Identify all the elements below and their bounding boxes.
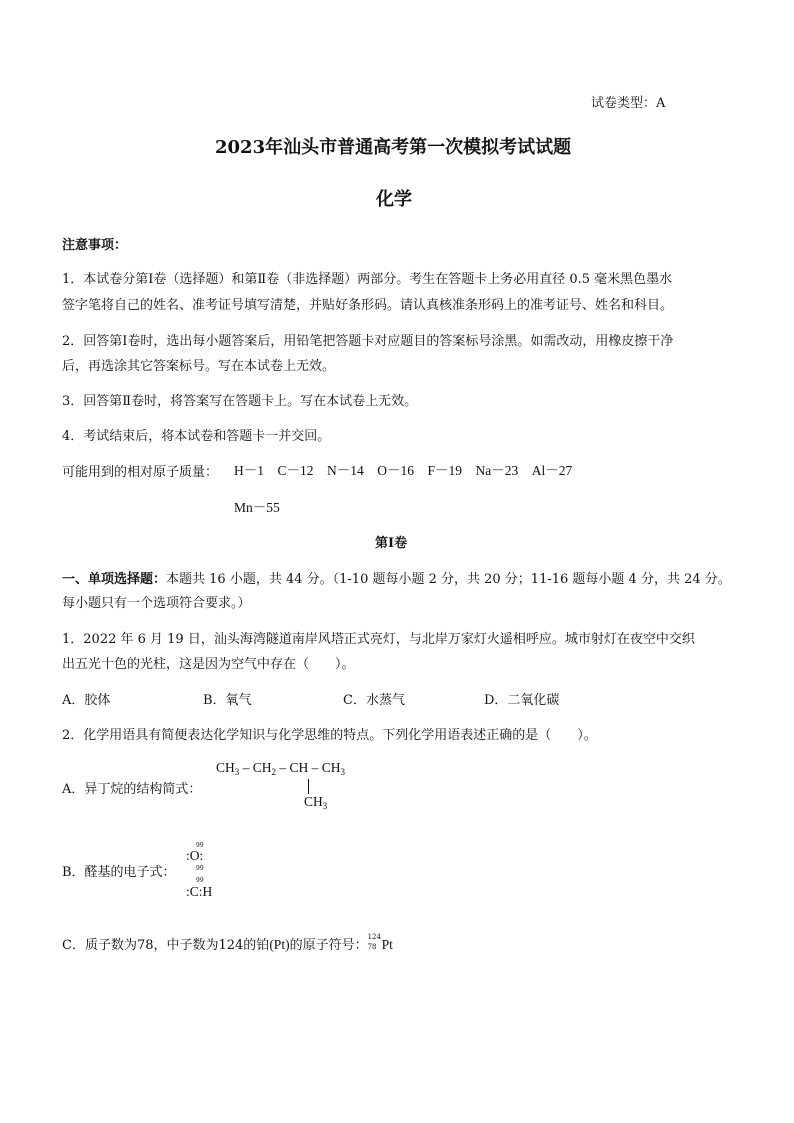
- atomic-mass-line-2: Mn－55: [234, 500, 280, 515]
- aldehyde-oxygen: :O:: [186, 848, 204, 863]
- exam-type: 试卷类型：A: [591, 96, 666, 111]
- note-item-4: 4．考试结束后，将本试卷和答题卡一并交回。: [62, 429, 331, 444]
- part-1-heading: 第Ⅰ卷: [375, 536, 408, 551]
- isobutane-main-chain: $CH_3 - CH_2$ – CH – $CH_3$: [216, 760, 346, 777]
- notes-heading: 注意事项：: [62, 238, 128, 253]
- electron-dots-top: 99: [196, 842, 204, 849]
- aldehyde-carbon-hydrogen: :C:H: [186, 884, 213, 899]
- question-1-option-b: B．氧气: [203, 693, 252, 708]
- note-item-1-line-1: 1．本试卷分第Ⅰ卷（选择题）和第Ⅱ卷（非选择题）两部分。考生在答题卡上务必用直径 0.5 毫米黑色墨水: [62, 272, 673, 287]
- section-1-instructions-line-2: 每小题只有一个选项符合要求。）: [62, 596, 251, 611]
- question-2-option-c: C．质子数为78，中子数为124的铂(Pt)的原子符号： 124 78 Pt: [62, 933, 393, 953]
- question-2-option-b-label: B．醛基的电子式：: [62, 865, 176, 880]
- atomic-mass-line-1: H－1 C－12 N－14 O－16 F－19 Na－23 Al－27: [234, 463, 573, 478]
- subject-title: 化学: [376, 189, 412, 210]
- section-1-text: 本题共 16 小题，共 44 分。（1-10 题每小题 2 分，共 20 分；11-16 题每小题 4 分，共 24 分。: [166, 572, 731, 587]
- note-item-1-line-2: 签字笔将自己的姓名、准考证号填写清楚，并贴好条形码。请认真核准条形码上的准考证号、姓名和科目。: [62, 298, 674, 313]
- note-item-2-line-2: 后，再选涂其它答案标号。写在本试卷上无效。: [62, 359, 336, 374]
- question-1-option-c: C．水蒸气: [343, 693, 405, 708]
- isobutane-branch: $CH_3$: [304, 794, 328, 811]
- question-1-line-1: 1．2022 年 6 月 19 日，汕头海湾隧道南岸风塔正式亮灯，与北岸万家灯火遥相呼应。城市射灯在夜空中交织: [62, 632, 695, 647]
- question-1-line-2: 出五光十色的光柱，这是因为空气中存在（ ）。: [62, 657, 355, 672]
- nuclide-notation: 124 78: [367, 933, 381, 951]
- question-2-stem: 2．化学用语具有简便表达化学知识与化学思维的特点。下列化学用语表述正确的是（ ）。: [62, 728, 597, 743]
- atomic-mass-label: 可能用到的相对原子质量：: [62, 465, 219, 480]
- section-1-title: 一、单项选择题：: [62, 572, 167, 587]
- question-1-option-d: D．二氧化碳: [484, 693, 560, 708]
- note-item-2-line-1: 2．回答第Ⅰ卷时，选出每小题答案后，用铅笔把答题卡对应题目的答案标号涂黑。如需改动，用橡皮擦干净: [62, 334, 674, 349]
- note-item-3: 3．回答第Ⅱ卷时，将答案写在答题卡上。写在本试卷上无效。: [62, 394, 418, 409]
- exam-title: 2023年汕头市普通高考第一次模拟考试试题: [215, 137, 572, 158]
- question-2-option-a-label: A．异丁烷的结构简式：: [62, 782, 202, 797]
- question-1-option-a: A．胶体: [62, 693, 111, 708]
- electron-dots-carbon: 99: [196, 877, 204, 884]
- electron-dots-middle: 99: [196, 865, 204, 872]
- section-1-instructions: [62, 568, 731, 587]
- isobutane-branch-bond: [308, 779, 309, 794]
